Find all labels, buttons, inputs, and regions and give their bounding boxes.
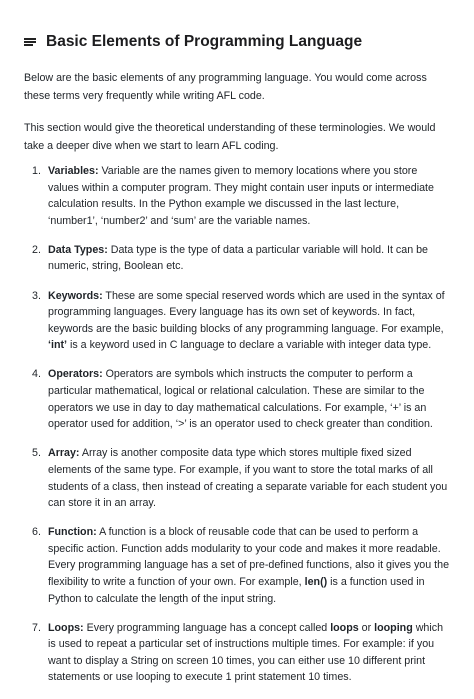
list-item-text: or bbox=[358, 621, 375, 634]
list-item-text: Array is another composite data type which stores multiple fixed sized elements of the same type. For example, if you want to store the total marks of all students of a class, then instead of creating a separate variable for each student you can store it in an array. bbox=[48, 447, 448, 510]
list-item-text: Operators are symbols which instructs the computer to perform a particular mathematical, logical or relational calculation. These are similar to the operators we use in day to day mathematical calculations. For example, ‘+’ is an operator used for addition, ‘>’ is an operator used to check greater than condition. bbox=[48, 368, 433, 431]
heading-row bbox=[24, 33, 362, 51]
list-item-term: ‘int’ bbox=[48, 339, 67, 352]
list-item-term: looping bbox=[374, 621, 413, 634]
intro-paragraph: Below are the basic elements of any programming language. You would come across these terms very frequently while writing AFL code. bbox=[24, 72, 427, 102]
list-item-text: A function is a block of reusable code that can be used to perform a specific action. Function adds modularity to your code and makes it more readable. Every programming language has a set of pre-defined functions, also it gives you the flexibility to write a function of your own. For example, bbox=[48, 526, 450, 588]
list-item-term: Function: bbox=[48, 526, 97, 539]
list-lines-icon bbox=[24, 38, 36, 49]
list-item-text: Every programming language has a concept called bbox=[83, 621, 331, 634]
list-item bbox=[24, 163, 450, 229]
list-item-term: Variables: bbox=[48, 165, 99, 177]
elements-list bbox=[24, 163, 450, 699]
section-paragraph: This section would give the theoretical understanding of these terminologies. We would take a deeper dive when we start to learn AFL coding. bbox=[24, 122, 436, 152]
list-item-term: Array: bbox=[48, 447, 80, 460]
list-item bbox=[24, 445, 450, 511]
list-item-term: Operators: bbox=[48, 368, 103, 381]
list-item-term: Keywords: bbox=[48, 289, 103, 302]
list-item-number: 3. bbox=[32, 289, 41, 302]
list-item-term: Data Types: bbox=[48, 243, 108, 256]
list-item-text: is a keyword used in C language to declare a variable with integer data type. bbox=[67, 339, 432, 352]
list-item-term: len() bbox=[304, 575, 328, 588]
list-item-text: is a function used in Python to calculate the length of the input string. bbox=[48, 575, 425, 605]
list-item bbox=[24, 620, 450, 686]
list-item-number: 6. bbox=[32, 526, 41, 539]
page-title: Basic Elements of Programming Language bbox=[46, 33, 363, 50]
list-item-number: 7. bbox=[32, 621, 41, 634]
list-item-term: loops bbox=[330, 621, 359, 634]
list-item-number: 4. bbox=[32, 368, 41, 381]
list-item-text: Variable are the names given to memory locations where you store values within a computer program. They might contain user inputs or intermediate calculation results. In the Python example we discussed in the last lecture, ‘number1’, ‘number2’ and ‘sum’ are the variable names. bbox=[48, 165, 434, 227]
list-item-text: which is used to repeat a particular set of instructions multiple times. For example: if you want to display a String on screen 10 times, you can either use 10 different print statements or use looping to execute 1 print statement 10 times. bbox=[48, 621, 444, 684]
list-item bbox=[24, 288, 450, 354]
list-item-number: 5. bbox=[32, 447, 41, 460]
list-item-text: Data type is the type of data a particular variable will hold. It can be numeric, string, Boolean etc. bbox=[48, 243, 429, 273]
list-item bbox=[24, 242, 450, 275]
list-item-term: Loops: bbox=[48, 621, 84, 634]
list-item-text: These are some special reserved words which are used in the syntax of programming languages. Every language has its own set of keywords. In fact, keywords are the basic building blocks of any programming language. For example, bbox=[48, 289, 445, 335]
list-item-number: 2. bbox=[32, 243, 41, 256]
list-item bbox=[24, 524, 450, 607]
list-item-number: 1. bbox=[32, 165, 41, 177]
list-item bbox=[24, 366, 450, 432]
